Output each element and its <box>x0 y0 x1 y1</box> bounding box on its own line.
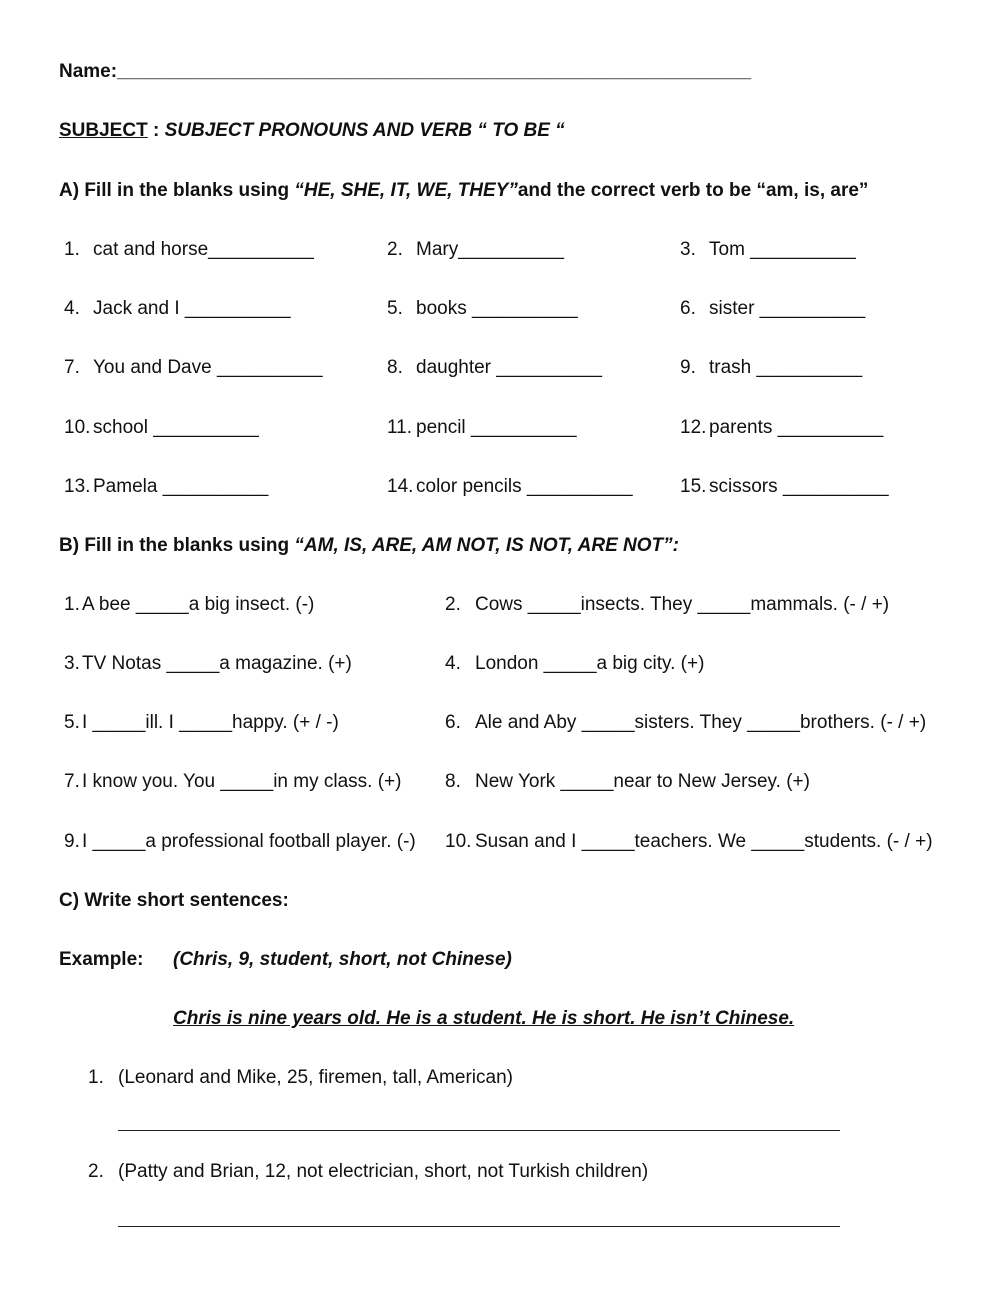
subject-label: SUBJECT <box>59 120 148 141</box>
section-a-item-text[interactable]: You and Dave __________ <box>93 357 323 378</box>
section-a-instruction-text-2: and the correct verb to be “am, is, are” <box>517 180 869 201</box>
item-number: 14. <box>387 476 414 497</box>
section-a-item-text[interactable]: cat and horse__________ <box>93 239 314 260</box>
section-b-item-number: 2. <box>445 594 461 615</box>
section-a-item-text[interactable]: daughter __________ <box>416 357 602 378</box>
section-a-item-text[interactable]: color pencils __________ <box>416 476 633 497</box>
section-a-item[interactable] <box>387 418 412 437</box>
section-a-item[interactable] <box>680 299 696 318</box>
subject-line <box>59 121 565 140</box>
item-number: 10. <box>64 417 91 438</box>
section-b-item-number: 1. <box>64 594 80 615</box>
section-a-instruction-quote: “HE, SHE, IT, WE, THEY” <box>294 180 518 201</box>
item-number: 1. <box>64 239 80 260</box>
section-a-item[interactable] <box>64 477 90 496</box>
section-c-item-prompt: (Patty and Brian, 12, not electrician, short, not Turkish children) <box>118 1161 649 1182</box>
answer-line[interactable] <box>118 1226 840 1227</box>
section-b-item-text[interactable]: New York _____near to New Jersey. (+) <box>475 771 810 792</box>
item-number: 5. <box>387 298 403 319</box>
section-a-item-text[interactable]: Mary__________ <box>416 239 564 260</box>
section-a-item-text[interactable]: books __________ <box>416 298 578 319</box>
section-a-item-text[interactable]: pencil __________ <box>416 417 577 438</box>
section-b-item-number: 6. <box>445 712 461 733</box>
section-a-item[interactable] <box>64 240 80 259</box>
section-b-instruction-quote: “AM, IS, ARE, AM NOT, IS NOT, ARE NOT”: <box>294 535 679 556</box>
section-a-item-text[interactable]: sister __________ <box>709 298 866 319</box>
section-a-instruction-text: A) Fill in the blanks using <box>59 180 295 201</box>
item-number: 6. <box>680 298 696 319</box>
section-b-item-number: 4. <box>445 653 461 674</box>
section-b-item-number: 8. <box>445 771 461 792</box>
section-b-item-text[interactable]: TV Notas _____a magazine. (+) <box>82 653 352 674</box>
section-b-item-number: 3. <box>64 653 80 674</box>
section-c-title: C) Write short sentences: <box>59 890 289 911</box>
section-a-item[interactable] <box>387 358 403 377</box>
section-a-item-text[interactable]: Tom __________ <box>709 239 856 260</box>
item-number: 2. <box>387 239 403 260</box>
item-number: 12. <box>680 417 707 438</box>
item-number: 7. <box>64 357 80 378</box>
section-a-item-text[interactable]: school __________ <box>93 417 259 438</box>
item-number: 4. <box>64 298 80 319</box>
section-a-item[interactable] <box>387 240 403 259</box>
section-b-instruction-text: B) Fill in the blanks using <box>59 535 295 556</box>
section-a-item[interactable] <box>387 477 413 496</box>
section-c-item-number: 2. <box>88 1161 104 1182</box>
section-a-item[interactable] <box>387 299 403 318</box>
section-b-item-text[interactable]: I know you. You _____in my class. (+) <box>82 771 402 792</box>
section-a-item-text[interactable]: trash __________ <box>709 357 863 378</box>
section-b-item-number: 7. <box>64 771 80 792</box>
section-b-instruction <box>59 536 679 555</box>
section-b-item-text[interactable]: Susan and I _____teachers. We _____students. (- / +) <box>475 831 933 852</box>
section-b-item-text[interactable]: Ale and Aby _____sisters. They _____brothers. (- / +) <box>475 712 927 733</box>
section-a-item[interactable] <box>680 240 696 259</box>
section-a-item-text[interactable]: Pamela __________ <box>93 476 269 497</box>
section-b-item-text[interactable]: I _____ill. I _____happy. (+ / -) <box>82 712 339 733</box>
section-b-item-number: 9. <box>64 831 80 852</box>
section-a-item[interactable] <box>680 477 706 496</box>
subject-separator: : <box>147 120 165 141</box>
item-number: 15. <box>680 476 707 497</box>
item-number: 8. <box>387 357 403 378</box>
section-a-item-text[interactable]: scissors __________ <box>709 476 889 497</box>
section-b-item-number: 10. <box>445 831 472 852</box>
subject-value: SUBJECT PRONOUNS AND VERB “ TO BE “ <box>164 120 565 141</box>
section-b-item-number: 5. <box>64 712 80 733</box>
item-number: 11. <box>387 417 413 438</box>
section-a-item[interactable] <box>64 299 80 318</box>
section-a-item-text[interactable]: Jack and I __________ <box>93 298 291 319</box>
section-a-instruction <box>59 181 868 200</box>
item-number: 3. <box>680 239 696 260</box>
item-number: 9. <box>680 357 696 378</box>
section-b-item-text[interactable]: London _____a big city. (+) <box>475 653 705 674</box>
name-field[interactable]: Name:____________________________________________________________ <box>59 61 752 82</box>
section-c-item-prompt: (Leonard and Mike, 25, firemen, tall, American) <box>118 1067 513 1088</box>
answer-line[interactable] <box>118 1130 840 1131</box>
section-c-item-number: 1. <box>88 1067 104 1088</box>
example-answer: Chris is nine years old. He is a student. He is short. He isn’t Chinese. <box>173 1008 795 1029</box>
section-a-item-text[interactable]: parents __________ <box>709 417 884 438</box>
section-a-item[interactable] <box>680 418 706 437</box>
example-prompt: (Chris, 9, student, short, not Chinese) <box>173 949 512 970</box>
section-a-item[interactable] <box>680 358 696 377</box>
section-b-item-text[interactable]: Cows _____insects. They _____mammals. (- / +) <box>475 594 890 615</box>
section-b-item-text[interactable]: A bee _____a big insect. (-) <box>82 594 315 615</box>
item-number: 13. <box>64 476 91 497</box>
section-a-item[interactable] <box>64 418 90 437</box>
example-label: Example: <box>59 949 144 970</box>
section-b-item-text[interactable]: I _____a professional football player. (-) <box>82 831 416 852</box>
section-a-item[interactable] <box>64 358 80 377</box>
